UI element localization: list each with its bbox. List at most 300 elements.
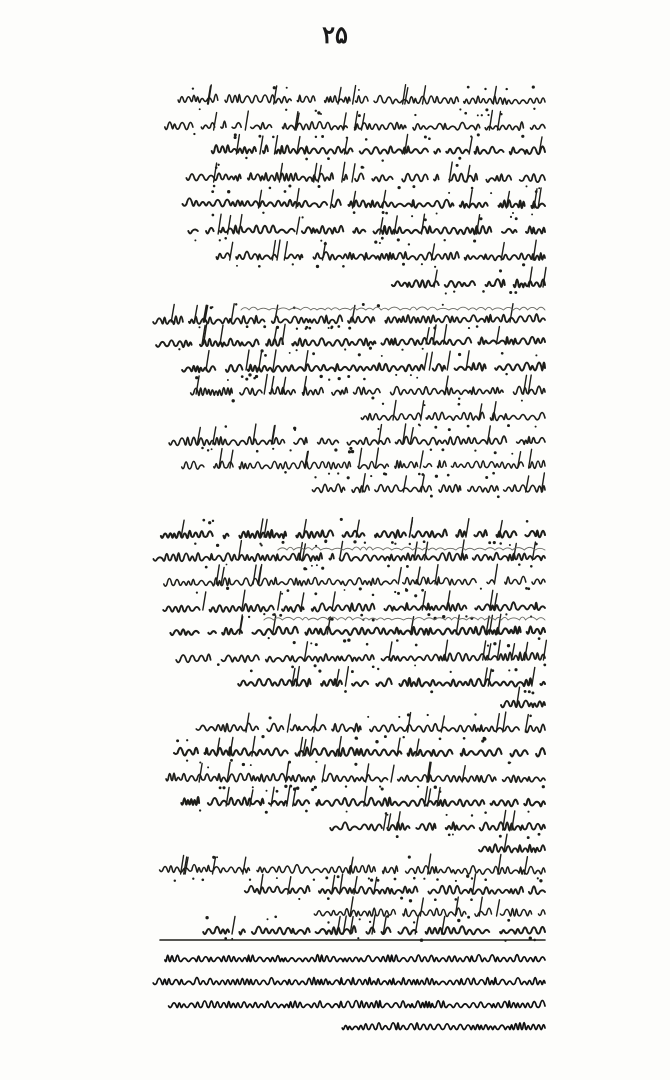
diacritic-dot [443,239,445,241]
diacritic-dot [507,644,510,647]
diacritic-dot [354,763,357,766]
diacritic-dot [227,379,229,381]
diacritic-dot [384,735,387,738]
diacritic-dot [349,447,352,450]
faint-stroke [264,617,545,620]
diacritic-dot [268,637,270,639]
diacritic-dot [471,814,473,816]
diacritic-dot [477,133,480,136]
diacritic-dot [538,833,541,836]
diacritic-dot [227,190,230,193]
diacritic-dot [442,304,444,306]
handwritten-text-block [150,80,550,1040]
handwritten-line [188,225,545,234]
diacritic-dot [381,787,384,790]
diacritic-dot [394,543,396,545]
letter-stroke [259,351,262,370]
diacritic-dot [261,735,264,738]
diacritic-dot [458,397,460,399]
diacritic-dot [464,112,467,115]
diacritic-dot [509,544,511,546]
diacritic-dot [316,265,319,268]
diacritic-dot [401,349,403,351]
diacritic-dot [369,347,372,350]
diacritic-dot [293,641,296,644]
letter-stroke [434,270,437,287]
diacritic-dot [207,766,209,768]
letter-stroke [171,305,174,323]
diacritic-dot [235,303,237,305]
diacritic-dot [477,114,479,116]
diacritic-dot [467,916,470,919]
diacritic-dot [531,691,534,694]
letter-stroke [383,191,386,209]
handwritten-line [166,773,545,782]
diacritic-dot [395,374,397,376]
diacritic-dot [276,877,278,879]
diacritic-dot [456,164,459,167]
diacritic-dot [447,474,450,477]
diacritic-dot [360,614,363,617]
diacritic-dot [272,448,274,450]
diacritic-dot [518,563,521,566]
diacritic-dot [318,185,321,188]
diacritic-dot [186,739,188,741]
diacritic-dot [241,375,244,378]
diacritic-dot [364,542,366,544]
diacritic-dot [320,240,322,242]
diacritic-dot [372,594,375,597]
diacritic-dot [458,403,461,406]
diacritic-dot [410,374,412,376]
diacritic-dot [369,921,371,923]
diacritic-dot [265,811,268,814]
diacritic-dot [314,786,317,789]
letter-stroke [467,166,470,183]
diacritic-dot [315,761,317,763]
diacritic-dot [402,736,404,738]
diacritic-dot [467,86,470,89]
diacritic-dot [487,114,489,116]
letter-stroke [297,217,300,234]
diacritic-dot [345,785,347,787]
diacritic-dot [532,86,535,89]
diacritic-dot [314,664,317,667]
diacritic-dot [527,587,530,590]
diacritic-dot [436,878,439,881]
diacritic-dot [224,237,227,240]
diacritic-dot [315,110,317,112]
diacritic-dot [508,669,510,671]
letter-stroke [228,216,231,234]
diacritic-dot [285,109,287,111]
diacritic-dot [537,877,539,879]
diacritic-dot [375,740,378,743]
letter-stroke [447,351,450,370]
diacritic-dot [522,263,525,266]
diacritic-dot [528,690,531,693]
diacritic-dot [543,664,546,667]
diacritic-dot [287,589,290,592]
diacritic-dot [212,214,215,217]
diacritic-dot [493,642,496,645]
diacritic-dot [284,785,287,788]
handwritten-line [163,602,545,612]
diacritic-dot [344,348,346,350]
letter-stroke [362,114,365,130]
letter-stroke [420,451,423,468]
letter-stroke [300,737,303,756]
diacritic-dot [315,136,317,138]
handwritten-line [191,386,545,395]
diacritic-dot [358,89,360,91]
diacritic-dot [298,898,300,900]
letter-stroke [340,541,343,560]
diacritic-dot [293,427,296,430]
diacritic-dot [269,716,272,719]
letter-stroke [421,401,424,420]
letter-stroke [203,592,206,610]
letter-stroke [230,242,233,260]
diacritic-dot [308,327,311,330]
diacritic-dot [192,87,194,89]
diacritic-dot [394,591,396,593]
diacritic-dot [494,451,497,454]
letter-stroke [232,916,235,934]
diacritic-dot [458,157,461,160]
diacritic-dot [476,325,479,328]
diacritic-dot [465,615,467,617]
letter-stroke [403,476,406,492]
diacritic-dot [327,157,330,160]
letter-stroke [428,789,431,806]
diacritic-dot [448,833,451,836]
diacritic-dot [263,325,266,328]
diacritic-dot [408,243,410,245]
letter-stroke [278,592,281,610]
diacritic-dot [249,879,251,881]
diacritic-dot [194,239,196,241]
diacritic-dot [321,567,324,570]
letter-stroke [264,375,267,395]
diacritic-dot [276,790,279,793]
diacritic-dot [363,378,366,381]
footnote-line [165,955,545,962]
diacritic-dot [313,879,315,881]
diacritic-dot [202,879,205,882]
handwritten-line [160,865,545,875]
letter-stroke [375,448,378,468]
handwritten-line [479,844,545,852]
diacritic-dot [193,133,195,135]
diacritic-dot [232,399,235,402]
diacritic-dot [446,814,448,816]
diacritic-dot [217,164,219,166]
handwritten-line [361,412,545,420]
page-number: ۲۵ [322,20,348,49]
letter-stroke [246,350,249,370]
diacritic-dot [507,919,510,922]
diacritic-dot [382,211,385,214]
diacritic-dot [296,349,298,351]
diacritic-dot [194,542,196,544]
diacritic-dot [196,592,198,594]
diacritic-dot [302,216,304,218]
diacritic-dot [312,352,315,355]
faint-stroke [241,307,545,310]
diacritic-dot [325,876,328,879]
letter-stroke [426,328,429,344]
diacritic-dot [434,426,437,429]
diacritic-dot [394,878,397,881]
diacritic-dot [507,424,510,427]
diacritic-dot [245,378,248,381]
diacritic-dot [527,811,529,813]
handwritten-line [176,652,545,662]
letter-stroke [479,897,482,916]
diacritic-dot [413,877,416,880]
handwritten-line [156,337,545,347]
diacritic-dot [521,135,524,138]
diacritic-dot [467,425,470,428]
letter-stroke [389,642,392,660]
diacritic-dot [406,565,409,568]
footnote-line [342,1023,545,1030]
diacritic-dot [208,521,211,524]
diacritic-dot [337,472,339,474]
diacritic-dot [199,108,201,110]
diacritic-dot [535,354,537,356]
diacritic-dot [493,541,496,544]
diacritic-dot [367,716,369,718]
diacritic-dot [328,473,330,475]
diacritic-dot [538,187,540,189]
diacritic-dot [423,540,426,543]
handwritten-line [314,908,545,916]
diacritic-dot [473,239,476,242]
diacritic-dot [508,761,511,764]
diacritic-dot [485,476,488,479]
handwritten-line [153,314,545,324]
diacritic-dot [281,593,283,595]
diacritic-dot [505,373,507,375]
diacritic-dot [324,540,327,543]
diacritic-dot [334,448,337,451]
diacritic-dot [427,613,430,616]
diacritic-dot [343,639,346,642]
diacritic-dot [479,217,482,220]
diacritic-dot [256,450,259,453]
diacritic-dot [342,265,345,268]
diacritic-dot [338,377,341,380]
diacritic-dot [289,352,291,354]
diacritic-dot [484,878,487,881]
diacritic-dot [358,353,361,356]
diacritic-dot [481,740,484,743]
diacritic-dot [514,668,517,671]
diacritic-dot [264,354,267,357]
diacritic-dot [484,811,487,814]
diacritic-dot [262,212,264,214]
diacritic-dot [328,379,330,381]
handwritten-line [245,886,545,894]
diacritic-dot [226,587,229,590]
diacritic-dot [505,613,507,615]
diacritic-dot [327,921,329,923]
diacritic-dot [370,878,373,881]
diacritic-dot [408,856,411,859]
diacritic-dot [458,353,461,356]
diacritic-dot [372,619,375,622]
diacritic-dot [199,809,201,811]
handwritten-line [186,173,545,182]
diacritic-dot [344,589,346,591]
diacritic-dot [351,670,354,673]
diacritic-dot [207,449,209,451]
diacritic-dot [337,875,340,878]
diacritic-dot [356,737,358,739]
letter-stroke [429,352,432,370]
diacritic-dot [282,541,285,544]
diacritic-dot [225,425,228,428]
diacritic-dot [501,352,504,355]
diacritic-dot [347,476,350,479]
diacritic-dot [526,520,529,523]
letter-stroke [332,592,335,610]
diacritic-dot [430,690,433,693]
handwritten-line [501,701,545,708]
diacritic-dot [318,670,321,673]
letter-stroke [366,764,369,782]
diacritic-dot [303,567,306,570]
diacritic-dot [192,878,194,880]
diacritic-dot [499,542,502,545]
diacritic-dot [176,739,179,742]
diacritic-dot [381,159,383,161]
diacritic-dot [428,137,431,140]
diacritic-dot [222,786,225,789]
diacritic-dot [427,714,429,716]
letter-stroke [466,519,469,537]
letter-stroke [220,325,223,344]
diacritic-dot [382,403,384,405]
diacritic-dot [423,878,425,880]
diacritic-dot [266,790,268,792]
diacritic-dot [305,810,308,813]
diacritic-dot [359,587,362,590]
diacritic-dot [409,899,412,902]
diacritic-dot [471,877,473,879]
diacritic-dot [405,589,408,592]
diacritic-dot [305,158,308,161]
diacritic-dot [267,918,269,920]
diacritic-dot [252,786,254,788]
diacritic-dot [314,592,317,595]
letter-stroke [282,324,285,344]
letter-stroke [441,716,444,732]
diacritic-dot [272,614,274,616]
letter-stroke [213,857,216,874]
letter-stroke [231,304,234,322]
diacritic-dot [527,836,530,839]
handwritten-line [203,926,545,934]
diacritic-dot [174,879,176,881]
diacritic-dot [361,166,364,169]
letter-stroke [277,240,280,260]
diacritic-dot [441,448,444,451]
diacritic-dot [314,476,316,478]
diacritic-dot [387,565,390,568]
diacritic-dot [499,269,502,272]
diacritic-dot [379,786,381,788]
diacritic-dot [358,114,361,117]
diacritic-dot [346,811,348,813]
diacritic-dot [396,835,399,838]
diacritic-dot [347,639,350,642]
faint-stroke [278,547,545,550]
diacritic-dot [434,786,437,789]
diacritic-dot [315,643,318,646]
diacritic-dot [417,785,419,787]
diacritic-dot [385,212,388,215]
letter-stroke [206,351,209,370]
diacritic-dot [454,898,457,901]
diacritic-dot [381,355,383,357]
diacritic-dot [448,192,450,194]
diacritic-dot [263,613,265,615]
diacritic-dot [216,544,219,547]
diacritic-dot [279,614,282,617]
handwritten-line [312,484,545,492]
handwritten-line [153,553,545,562]
diacritic-dot [371,396,374,399]
diacritic-dot [340,518,343,521]
diacritic-dot [381,237,384,240]
diacritic-dot [455,880,457,882]
diacritic-dot [497,495,500,498]
diacritic-dot [485,108,488,111]
diacritic-dot [414,594,417,597]
diacritic-dot [186,759,188,761]
diacritic-dot [452,834,454,836]
handwriting-drawing [150,80,550,1040]
letter-stroke [424,353,427,370]
diacritic-dot [514,291,517,294]
diacritic-dot [353,540,356,543]
diacritic-dot [529,715,532,718]
diacritic-dot [205,916,208,919]
diacritic-dot [269,187,272,190]
diacritic-dot [337,325,340,328]
diacritic-dot [327,897,330,900]
handwritten-line [182,460,545,469]
diacritic-dot [311,565,313,567]
diacritic-dot [260,544,262,546]
letter-stroke [245,111,248,130]
diacritic-dot [379,242,381,244]
diacritic-dot [195,376,198,379]
diacritic-dot [248,373,251,376]
diacritic-dot [258,265,261,268]
letter-stroke [532,667,535,686]
diacritic-dot [289,449,291,451]
diacritic-dot [216,856,218,858]
diacritic-dot [245,157,247,159]
diacritic-dot [481,114,483,116]
diacritic-dot [311,788,314,791]
diacritic-dot [372,665,375,668]
diacritic-dot [448,428,451,431]
